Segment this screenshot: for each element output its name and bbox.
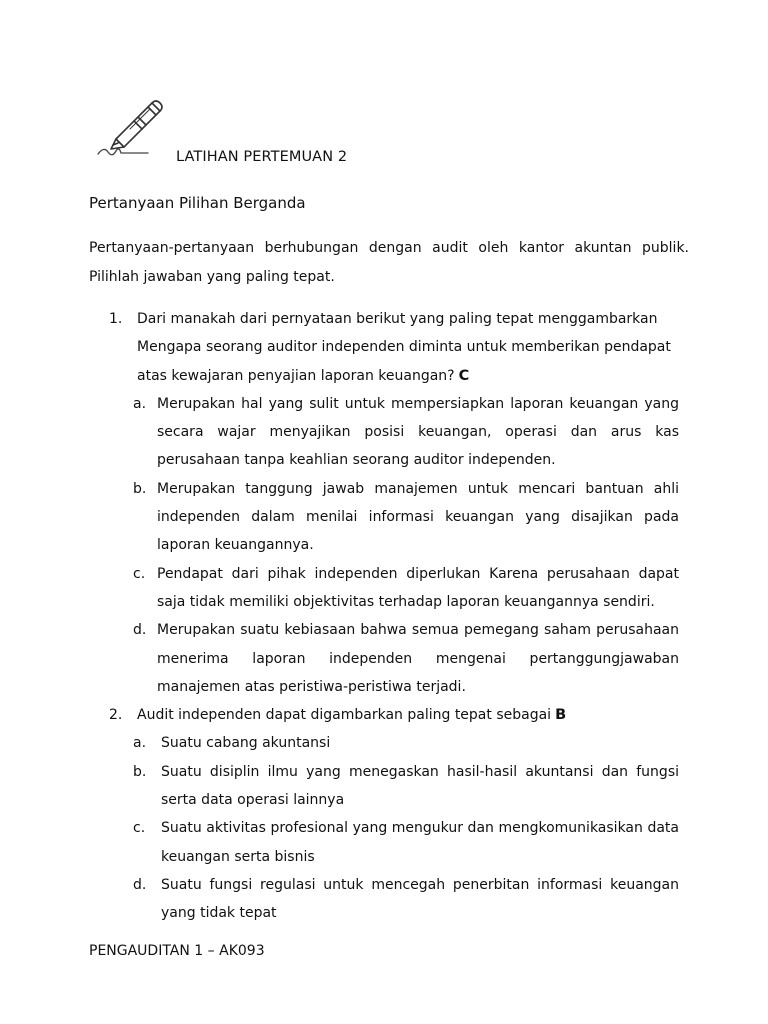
option-text: Suatu disiplin ilmu yang menegaskan hasil-hasil akuntansi dan fungsi serta data operasi lainnya	[161, 763, 679, 809]
option-letter: b.	[133, 763, 147, 780]
question-1	[109, 305, 679, 701]
option-list	[133, 390, 679, 701]
page-footer: PENGAUDITAN 1 – AK093	[89, 943, 265, 959]
answer-key: C	[458, 367, 470, 384]
option-letter: b.	[133, 480, 147, 497]
option-text: Suatu fungsi regulasi untuk mencegah penerbitan informasi keuangan yang tidak tepat	[161, 876, 679, 922]
intro-paragraph: Pertanyaan-pertanyaan berhubungan dengan audit oleh kantor akuntan publik. Pilihlah jawaban yang paling tepat.	[89, 240, 689, 285]
option-c	[133, 560, 679, 617]
option-text: Merupakan hal yang sulit untuk mempersiapkan laporan keuangan yang secara wajar menyajikan posisi keuangan, operasi dan arus kas perusahaan tanpa keahlian seorang auditor independen.	[157, 395, 679, 469]
option-c	[133, 814, 679, 871]
option-letter: a.	[133, 735, 147, 752]
option-a	[133, 729, 679, 757]
option-d	[133, 871, 679, 928]
option-list	[133, 729, 679, 927]
option-text: Merupakan tanggung jawab manajemen untuk mencari bantuan ahli independen dalam menilai informasi keuangan yang disajikan pada laporan keuangannya.	[157, 480, 679, 554]
question-2	[109, 701, 679, 927]
option-a	[133, 390, 679, 475]
question-text: Audit independen dapat digambarkan paling tepat sebagai B	[137, 707, 567, 724]
question-list	[109, 305, 679, 928]
section-title: Pertanyaan Pilihan Berganda	[89, 194, 306, 212]
option-letter: c.	[133, 565, 146, 582]
answer-key: B	[555, 707, 567, 724]
option-text: Suatu aktivitas profesional yang mengukur dan mengkomunikasikan data keuangan serta bisnis	[161, 820, 679, 865]
option-letter: a.	[133, 395, 147, 412]
option-text: Merupakan suatu kebiasaan bahwa semua pemegang saham perusahaan menerima laporan independen mengenai pertanggungjawaban manajemen atas peristiwa-peristiwa terjadi.	[157, 622, 679, 695]
question-number: 2.	[109, 707, 123, 724]
option-letter: d.	[133, 876, 147, 893]
option-text: Suatu cabang akuntansi	[161, 735, 331, 752]
pen-writing-icon	[90, 96, 172, 162]
question-text: Dari manakah dari pernyataan berikut yang paling tepat menggambarkan Mengapa seorang auditor independen diminta untuk memberikan pendapat atas kewajaran penyajian laporan keuangan? C	[137, 311, 671, 384]
page-title: LATIHAN PERTEMUAN 2	[176, 149, 348, 165]
option-text: Pendapat dari pihak independen diperlukan Karena perusahaan dapat saja tidak memiliki objektivitas terhadap laporan keuangannya sendiri.	[157, 565, 679, 610]
option-letter: d.	[133, 622, 147, 639]
option-b	[133, 758, 679, 815]
option-d	[133, 616, 679, 701]
option-b	[133, 475, 679, 560]
question-number: 1.	[109, 311, 123, 327]
option-letter: c.	[133, 820, 146, 837]
